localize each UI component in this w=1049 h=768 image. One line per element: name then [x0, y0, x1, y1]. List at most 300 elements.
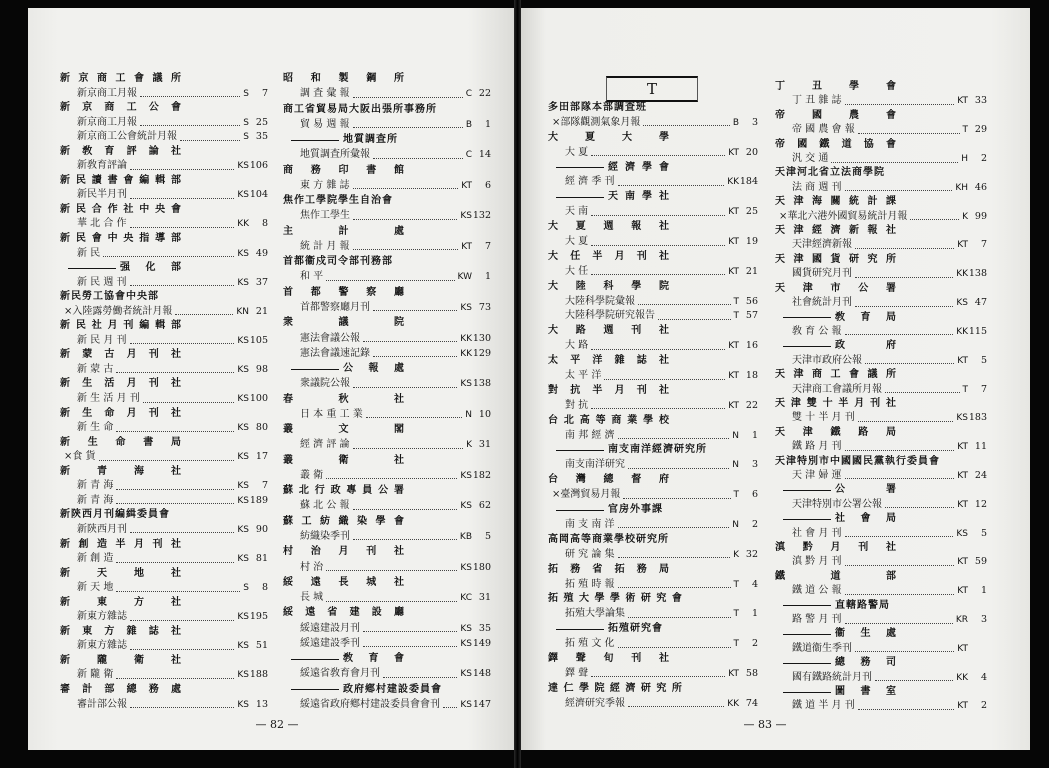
heading-text: 大 路 週 刊 社 [548, 325, 670, 337]
heading-text: 鐵 道 部 [775, 570, 897, 582]
entry-code: N [465, 409, 472, 420]
heading-text: 新 民 社 月 刊 編 輯 部 [60, 320, 182, 332]
heading-text: 新 東 方 雜 誌 社 [60, 625, 182, 637]
index-heading [283, 103, 491, 117]
index-entry [548, 429, 758, 443]
index-heading [60, 145, 268, 159]
index-heading [548, 220, 758, 234]
index-entry [283, 270, 491, 284]
entry-number: 10 [478, 408, 491, 420]
index-column-right [283, 72, 491, 712]
dotted-leader [623, 498, 730, 499]
dotted-leader [875, 680, 953, 681]
dotted-leader [140, 96, 240, 97]
entry-number: 5 [980, 354, 987, 366]
entry-number: 20 [745, 146, 758, 158]
entry-code: KH [955, 182, 968, 193]
entry-number: 29 [974, 124, 987, 136]
index-subheading [283, 652, 491, 666]
entry-title: 華 北 合 作 [77, 218, 127, 230]
entry-number: 13 [255, 698, 268, 710]
index-heading [775, 166, 987, 180]
index-entry [548, 339, 758, 353]
index-entry [548, 116, 758, 130]
entry-code: N [732, 430, 739, 441]
dotted-leader [591, 245, 725, 246]
entry-title: 首都警察廳月刊 [300, 301, 370, 313]
entry-title: 大 夏 [565, 146, 589, 158]
dotted-leader [845, 565, 955, 566]
entry-number: 7 [484, 240, 491, 252]
dotted-leader [116, 503, 234, 504]
index-entry [775, 325, 987, 339]
heading-text: 綏 遠 省 建 設 廳 [283, 607, 405, 619]
dotted-leader [363, 646, 457, 647]
entry-code: KS [237, 641, 249, 652]
index-entry [775, 440, 987, 454]
subheading-text: 社 會 局 [835, 513, 897, 525]
dotted-leader [604, 379, 725, 380]
index-heading [775, 224, 987, 238]
subheading-text: 公 署 [835, 484, 897, 496]
dash-rule [783, 634, 831, 635]
index-entry [548, 235, 758, 249]
index-heading [775, 368, 987, 382]
index-heading [775, 397, 987, 411]
subheading-text: 南支南洋經濟研究所 [608, 444, 707, 456]
dotted-leader [353, 219, 457, 220]
dash-rule [291, 659, 339, 660]
entry-title: 經 濟 評 論 [300, 439, 350, 451]
heading-text: 天 津 鐵 路 局 [775, 426, 897, 438]
entry-number: 35 [255, 131, 268, 143]
entry-number: 58 [745, 667, 758, 679]
dotted-leader [366, 417, 463, 418]
entry-number: 8 [261, 218, 268, 230]
index-entry [775, 699, 987, 713]
index-heading [548, 563, 758, 577]
dotted-leader [130, 285, 235, 286]
index-entry [775, 181, 987, 195]
entry-title: 鐸 聲 [565, 667, 589, 679]
entry-number: 1 [751, 429, 758, 441]
entry-code: KS [956, 413, 968, 424]
index-entry [775, 469, 987, 483]
entry-title: 大陸科學院研究報告 [565, 310, 655, 322]
entry-code: KW [457, 272, 472, 283]
entry-title: 對 抗 [565, 399, 589, 411]
dash-rule [291, 689, 339, 690]
heading-text: 蘇 北 行 政 專 員 公 署 [283, 485, 405, 497]
entry-title: 憲法會議公報 [300, 332, 360, 344]
index-entry [548, 548, 758, 562]
entry-number: 47 [974, 297, 987, 309]
index-heading [283, 164, 491, 178]
index-heading [548, 101, 758, 115]
index-heading [775, 570, 987, 584]
index-entry [548, 309, 758, 323]
dotted-leader [618, 557, 731, 558]
dotted-leader [858, 133, 960, 134]
index-heading [775, 253, 987, 267]
entry-code: C [465, 89, 472, 100]
entry-code: KC [460, 593, 472, 604]
dotted-leader [326, 570, 457, 571]
heading-text: 拓 殖 大 學 學 術 研 究 會 [548, 593, 683, 605]
entry-number: 7 [980, 383, 987, 395]
entry-code: KT [957, 557, 968, 568]
entry-number: 37 [255, 276, 268, 288]
dotted-leader [628, 468, 729, 469]
dash-rule [783, 692, 831, 693]
entry-title: ×入陸露勞働者統計月報 [64, 305, 173, 317]
heading-text: 太 平 洋 雜 誌 社 [548, 355, 670, 367]
index-heading [60, 407, 268, 421]
entry-number: 3 [751, 459, 758, 471]
entry-code: S [243, 132, 249, 143]
heading-text: 大 夏 大 學 [548, 131, 670, 143]
entry-code: KT [957, 586, 968, 597]
entry-number: 25 [255, 116, 268, 128]
right-page [521, 8, 1030, 750]
index-entry [60, 523, 268, 537]
index-entry [60, 116, 268, 130]
entry-number: 22 [745, 399, 758, 411]
heading-text: 新 青 海 社 [60, 465, 182, 477]
dotted-leader [591, 215, 725, 216]
dotted-leader [658, 319, 731, 320]
entry-title: 審計部公報 [77, 698, 127, 710]
entry-title: 新 民 [77, 247, 101, 259]
entry-title: 雙 十 半 月 刊 [792, 412, 855, 424]
entry-title: 經 濟 季 刊 [565, 176, 615, 188]
index-heading [775, 426, 987, 440]
entry-title: 鐵 路 月 刊 [792, 441, 842, 453]
index-heading [283, 393, 491, 407]
heading-text: 商 務 印 書 館 [283, 164, 405, 176]
index-subheading [283, 683, 491, 697]
index-entry [548, 295, 758, 309]
entry-title: 和 平 [300, 271, 324, 283]
index-subheading [775, 656, 987, 670]
index-entry [775, 584, 987, 598]
dotted-leader [845, 104, 955, 105]
index-column-left [60, 72, 268, 712]
entry-code: KS [460, 211, 472, 222]
dotted-leader [353, 387, 457, 388]
entry-title: 村 治 [300, 561, 324, 573]
index-entry [548, 399, 758, 413]
entry-number: 62 [478, 500, 491, 512]
section-letter: T [646, 80, 657, 98]
heading-text: 多田部隊本部調査班 [548, 102, 647, 113]
entry-number: 31 [478, 592, 491, 604]
index-entry [283, 148, 491, 162]
entry-code: KS [460, 638, 472, 649]
entry-title: 綏遠建設月刊 [300, 622, 360, 634]
entry-code: KB [459, 531, 472, 542]
heading-text: 新 東 方 社 [60, 596, 182, 608]
entry-code: KS [237, 481, 249, 492]
index-heading [60, 101, 268, 115]
entry-title: 太 平 洋 [565, 370, 602, 382]
index-entry [548, 175, 758, 189]
heading-text: 帝 國 鐵 道 協 會 [775, 138, 897, 150]
entry-code: KT [957, 643, 968, 654]
dotted-leader [116, 678, 234, 679]
index-column-left [548, 101, 758, 711]
heading-text: 達 仁 學 院 經 濟 研 究 所 [548, 682, 683, 694]
dash-rule [783, 346, 831, 347]
subheading-text: 政府鄕村建設委員會 [343, 683, 442, 695]
entry-title: ×部隊觀測氣象月報 [552, 116, 641, 128]
index-entry [775, 238, 987, 252]
index-subheading [775, 599, 987, 613]
entry-number: 2 [980, 153, 987, 165]
dotted-leader [618, 185, 725, 186]
entry-title: 新 蒙 古 [77, 363, 114, 375]
entry-code: T [733, 579, 739, 590]
entry-title: 東 方 雜 誌 [300, 179, 350, 191]
heading-text: 昭 和 製 鋼 所 [283, 73, 405, 84]
entry-title: 綏遠省政府鄕村建設委員會會刊 [300, 698, 440, 710]
index-entry [548, 458, 758, 472]
dotted-leader [591, 349, 725, 350]
index-heading [283, 454, 491, 468]
entry-code: KK [460, 333, 472, 344]
entry-code: KS [237, 524, 249, 535]
index-entry [60, 552, 268, 566]
index-heading [548, 324, 758, 338]
index-entry [775, 671, 987, 685]
entry-title: 大 路 [565, 340, 589, 352]
dotted-leader [353, 249, 459, 250]
index-entry [283, 87, 491, 101]
heading-text: 首 都 警 察 廳 [283, 286, 405, 298]
entry-title: 丁 丑 雜 誌 [792, 95, 842, 107]
index-heading [283, 316, 491, 330]
index-heading [548, 473, 758, 487]
index-entry [283, 438, 491, 452]
dotted-leader [373, 158, 463, 159]
dotted-leader [373, 356, 457, 357]
heading-text: 天 津 商 工 會 議 所 [775, 369, 897, 381]
dotted-leader [845, 190, 953, 191]
entry-number: 25 [745, 206, 758, 218]
entry-number: 46 [974, 181, 987, 193]
index-heading [548, 250, 758, 264]
entry-number: 115 [968, 325, 987, 337]
heading-text: 天津特別市中國國民黨執行委員會 [775, 455, 940, 467]
dotted-leader [845, 450, 955, 451]
index-heading [60, 377, 268, 391]
index-entry [283, 622, 491, 636]
entry-title: 拓殖大學論集 [565, 608, 625, 620]
entry-title: 大 夏 [565, 236, 589, 248]
heading-text: 叢 衛 社 [283, 454, 405, 466]
entry-number: 100 [249, 393, 268, 405]
heading-text: 主 計 處 [283, 225, 405, 237]
dotted-leader [591, 274, 725, 275]
dotted-leader [353, 127, 463, 128]
dotted-leader [638, 304, 731, 305]
entry-code: KT [728, 266, 739, 277]
entry-number: 81 [255, 553, 268, 565]
index-entry [60, 247, 268, 261]
entry-number: 56 [745, 295, 758, 307]
entry-number: 7 [980, 239, 987, 251]
dash-rule [556, 629, 604, 630]
entry-code: KS [237, 452, 249, 463]
entry-code: KT [957, 240, 968, 251]
heading-text: 新 民 讀 書 會 編 輯 部 [60, 174, 182, 186]
entry-code: KT [957, 701, 968, 712]
entry-title: ×臺灣貿易月報 [552, 489, 621, 501]
index-heading [548, 682, 758, 696]
index-subheading [775, 627, 987, 641]
dotted-leader [855, 248, 954, 249]
entry-number: 138 [472, 378, 491, 390]
dotted-leader [845, 536, 954, 537]
index-entry [548, 518, 758, 532]
entry-title: 綏遠建設季刊 [300, 637, 360, 649]
entry-number: 21 [745, 265, 758, 277]
entry-title: 國貨研究月刊 [792, 268, 852, 280]
index-heading [60, 174, 268, 188]
dotted-leader [130, 620, 234, 621]
dotted-leader [831, 162, 958, 163]
index-entry [60, 581, 268, 595]
book-gutter [514, 0, 521, 768]
dash-rule [556, 510, 604, 511]
dotted-leader [845, 623, 953, 624]
entry-code: KN [236, 306, 249, 317]
entry-number: 2 [751, 518, 758, 530]
heading-text: 叢 文 閣 [283, 424, 405, 436]
index-entry [60, 159, 268, 173]
entry-title: ×食 貨 [64, 451, 96, 463]
dotted-leader [858, 421, 954, 422]
entry-title: 新 青 海 [77, 494, 114, 506]
dotted-leader [618, 527, 730, 528]
entry-code: KS [237, 248, 249, 259]
index-entry [548, 578, 758, 592]
entry-code: KS [460, 623, 472, 634]
entry-title: 路 警 月 刊 [792, 614, 842, 626]
entry-title: 焦作工學生 [300, 210, 350, 222]
dotted-leader [618, 647, 731, 648]
entry-number: 1 [980, 585, 987, 597]
entry-code: B [465, 119, 472, 130]
entry-number: 74 [745, 697, 758, 709]
dotted-leader [103, 256, 234, 257]
entry-number: 59 [974, 556, 987, 568]
entry-code: KS [237, 670, 249, 681]
entry-title: 地質調査所彙報 [300, 149, 370, 161]
dotted-leader [628, 706, 724, 707]
dash-rule [783, 605, 831, 606]
index-heading [283, 225, 491, 239]
left-page [28, 8, 514, 750]
dash-rule [291, 140, 339, 141]
entry-number: 21 [255, 305, 268, 317]
entry-number: 182 [472, 469, 491, 481]
section-letter-box [606, 76, 698, 102]
dotted-leader [618, 438, 730, 439]
dotted-leader [858, 709, 955, 710]
entry-title: 長 城 [300, 592, 324, 604]
index-heading [283, 255, 491, 269]
entry-title: 天津經濟新報 [792, 239, 852, 251]
entry-code: KS [460, 669, 472, 680]
index-entry [775, 555, 987, 569]
heading-text: 商工省貿易局大阪出張所事務所 [283, 103, 437, 115]
index-entry [548, 697, 758, 711]
entry-title: 南支南洋研究 [565, 459, 625, 471]
entry-number: 8 [261, 582, 268, 594]
entry-code: KK [727, 698, 739, 709]
entry-number: 33 [974, 95, 987, 107]
index-entry [283, 301, 491, 315]
index-heading [283, 72, 491, 86]
entry-code: KS [237, 335, 249, 346]
entry-code: S [243, 583, 249, 594]
heading-text: 新 創 造 半 月 刊 社 [60, 538, 182, 550]
entry-title: 新京商工月報 [77, 87, 137, 99]
index-heading [548, 131, 758, 145]
heading-text: 鐸 聲 旬 刊 社 [548, 652, 670, 664]
subheading-text: 衞 生 處 [835, 628, 897, 640]
entry-code: KK [460, 348, 472, 359]
index-entry [283, 469, 491, 483]
index-entry [60, 479, 268, 493]
entry-title: 紡織染季刊 [300, 530, 350, 542]
entry-code: S [243, 117, 249, 128]
subheading-text: 政 府 [835, 340, 897, 352]
entry-number: 73 [478, 301, 491, 313]
entry-number: 132 [472, 210, 491, 222]
dotted-leader [855, 277, 953, 278]
entry-code: KS [237, 612, 249, 623]
entry-title: 新 生 命 [77, 422, 114, 434]
dotted-leader [130, 343, 235, 344]
index-entry [775, 527, 987, 541]
index-entry [775, 498, 987, 512]
heading-text: 村 治 月 刊 社 [283, 546, 405, 558]
entry-number: 138 [968, 268, 987, 280]
subheading-text: 總 務 司 [835, 657, 897, 669]
entry-title: 新 隴 衛 [77, 669, 114, 681]
entry-number: 1 [751, 608, 758, 620]
entry-number: 188 [249, 669, 268, 681]
index-subheading [775, 685, 987, 699]
heading-text: 新 敎 育 評 論 社 [60, 145, 182, 157]
subheading-text: 天 南 學 社 [608, 191, 670, 203]
dotted-leader [591, 155, 725, 156]
heading-text: 台 北 高 等 商 業 學 校 [548, 414, 670, 426]
entry-title: 鐵 道 公 報 [792, 585, 842, 597]
entry-number: 31 [478, 439, 491, 451]
index-heading [60, 348, 268, 362]
heading-text: 新 生 活 月 刊 社 [60, 378, 182, 390]
heading-text: 新 民 會 中 央 指 導 部 [60, 233, 182, 245]
index-entry [283, 667, 491, 681]
entry-number: 49 [255, 247, 268, 259]
heading-text: 新 生 命 書 局 [60, 436, 182, 448]
entry-title: 帝 國 農 會 報 [792, 124, 855, 136]
subheading-text: 敎 育 會 [343, 653, 405, 665]
index-heading [548, 354, 758, 368]
